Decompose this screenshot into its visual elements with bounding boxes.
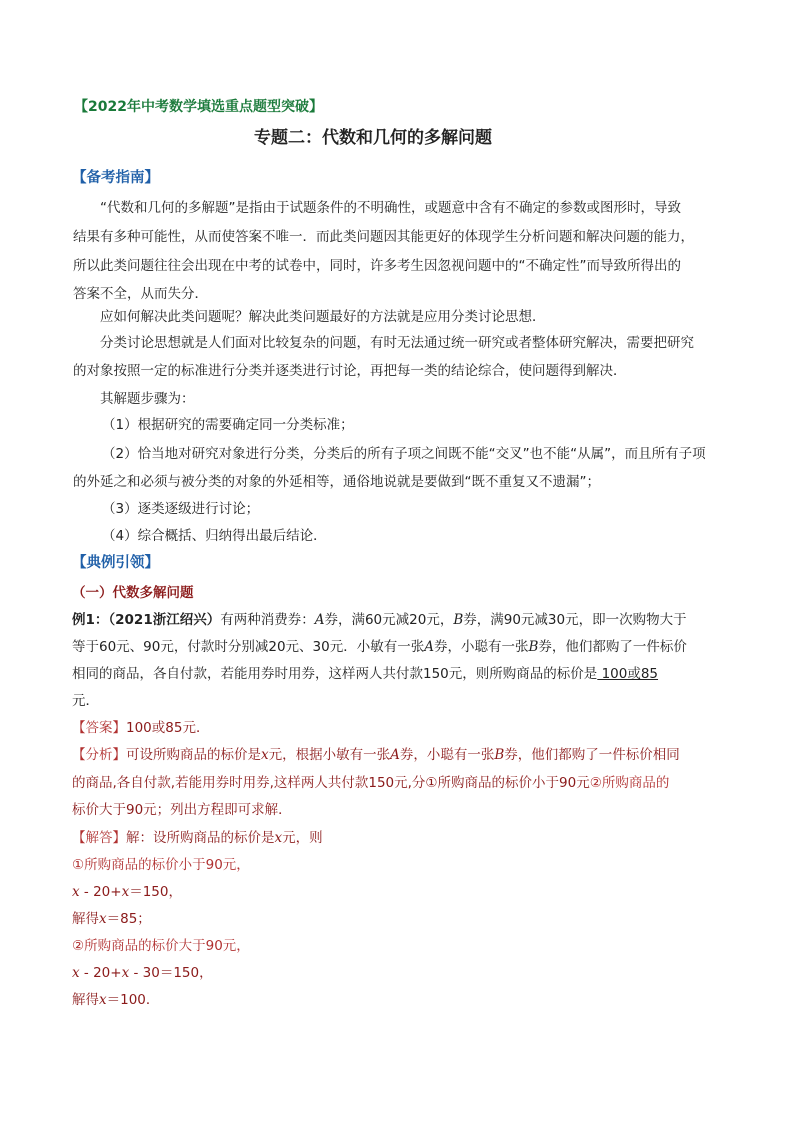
solution-equation-2: x - 20+x - 30＝150，: [72, 965, 213, 981]
guide-step-3: （3）逐类逐级进行讨论；: [102, 501, 260, 517]
analysis-label: 【分析】: [72, 747, 126, 763]
page-title: 专题二：代数和几何的多解问题: [254, 128, 492, 148]
example-1-line1: 例1：（2021浙江绍兴）有两种消费券：A券，满60元减20元，B券，满90元减30元，即一次购物大于: [72, 612, 687, 628]
guide-steps-intro: 其解题步骤为：: [100, 391, 195, 407]
solution-case-2: ②所购商品的标价大于90元，: [72, 938, 250, 954]
example-1-answer-blank: 100或85: [597, 666, 659, 682]
guide-p1-line4: 答案不全，从而失分．: [73, 286, 208, 302]
example-1-line4: 元．: [72, 693, 99, 709]
solution-result-1: 解得x＝85；: [72, 911, 151, 927]
analysis-line1: 【分析】可设所购商品的标价是x元，根据小敏有一张A券，小聪有一张B券，他们都购了一件标价相同: [72, 747, 680, 763]
guide-p3-line2: 的对象按照一定的标准进行分类并逐类进行讨论，再把每一类的结论综合，使问题得到解决．: [73, 363, 627, 379]
guide-heading: 【备考指南】: [72, 170, 159, 186]
examples-heading: 【典例引领】: [72, 555, 159, 571]
guide-step-2-line1: （2）恰当地对研究对象进行分类，分类后的所有子项之间既不能“交叉”也不能“从属”，而且所有子项: [102, 446, 706, 462]
solution-case-1: ①所购商品的标价小于90元，: [72, 857, 250, 873]
example-1-label: 例1：（2021浙江绍兴）: [72, 612, 221, 628]
series-tag: 【2022年中考数学填选重点题型突破】: [74, 99, 323, 115]
solution-result-2: 解得x＝100．: [72, 992, 160, 1008]
guide-p1-line1: “代数和几何的多解题”是指由于试题条件的不明确性，或题意中含有不确定的参数或图形时，导致: [100, 200, 681, 216]
guide-step-1: （1）根据研究的需要确定同一分类标准；: [102, 417, 354, 433]
answer-line: 【答案】100或85元．: [72, 720, 210, 736]
guide-p1-line2: 结果有多种可能性，从而使答案不唯一．而此类问题因其能更好的体现学生分析问题和解决问题的能力，: [73, 229, 694, 245]
guide-p3-line1: 分类讨论思想就是人们面对比较复杂的问题，有时无法通过统一研究或者整体研究解决，需要把研究: [100, 335, 694, 351]
section-algebra-heading: （一）代数多解问题: [72, 585, 194, 601]
example-1-line3: 相同的商品，各自付款，若能用券时用券，这样两人共付款150元，则所购商品的标价是 100或85: [72, 666, 659, 682]
solution-label: 【解答】: [72, 830, 126, 846]
guide-p1-line3: 所以此类问题往往会出现在中考的试卷中，同时，许多考生因忽视问题中的“不确定性”而导致所得出的: [73, 258, 681, 274]
answer-label: 【答案】: [72, 720, 126, 736]
analysis-line2: 的商品,各自付款,若能用券时用券,这样两人共付款150元,分①所购商品的标价小于90元②所购商品的: [72, 775, 670, 791]
guide-step-2-line2: 的外延之和必须与被分类的对象的外延相等，通俗地说就是要做到“既不重复又不遗漏”；: [73, 474, 600, 490]
solution-equation-1: x - 20+x＝150，: [72, 884, 182, 900]
solution-line0: 【解答】解：设所购商品的标价是x元，则: [72, 830, 323, 846]
guide-step-4: （4）综合概括、归纳得出最后结论．: [102, 528, 327, 544]
guide-p2: 应如何解决此类问题呢？解决此类问题最好的方法就是应用分类讨论思想．: [100, 309, 546, 325]
example-1-line2: 等于60元、90元，付款时分别减20元、30元．小敏有一张A券，小聪有一张B券，他们都购了一件标价: [72, 639, 687, 655]
analysis-line3: 标价大于90元；列出方程即可求解．: [72, 802, 292, 818]
